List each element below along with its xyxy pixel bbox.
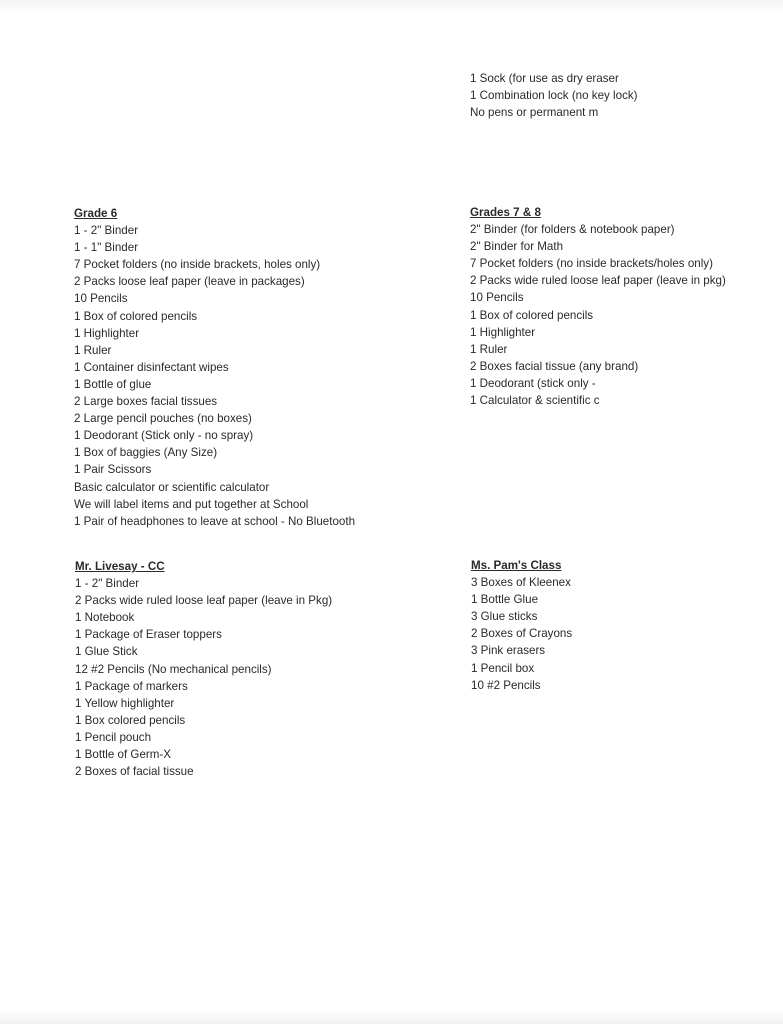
section-heading: Mr. Livesay - CC — [75, 560, 165, 573]
section-heading: Ms. Pam's Class — [471, 559, 562, 572]
list-item: 1 Package of Eraser toppers — [75, 628, 222, 642]
grade-6-section — [74, 205, 394, 530]
list-item: 2" Binder (for folders & notebook paper) — [470, 223, 675, 237]
list-item: 2 Boxes facial tissue (any brand) — [470, 359, 639, 373]
list-item: 1 Pencil pouch — [75, 730, 152, 744]
list-item: We will label items and put together at School — [74, 497, 309, 511]
list-item: 1 Combination lock (no key lock) — [470, 89, 638, 103]
list-item: 1 Pencil box — [471, 661, 535, 675]
list-item: 1 Pair Scissors — [74, 463, 152, 477]
list-item: 1 Deodorant (Stick only - no spray) — [74, 429, 254, 443]
list-item: 1 - 2" Binder — [75, 577, 140, 591]
supply-list-continued — [470, 70, 660, 121]
list-item: 1 Bottle Glue — [471, 593, 539, 607]
list-item: 1 Box of baggies (Any Size) — [74, 446, 218, 460]
list-item: 1 Yellow highlighter — [75, 696, 175, 710]
list-item: 1 Ruler — [74, 343, 112, 357]
section-heading: Grades 7 & 8 — [470, 206, 541, 219]
list-item: 1 Package of markers — [75, 679, 188, 693]
list-item: 10 #2 Pencils — [471, 678, 541, 692]
list-item: 3 Boxes of Kleenex — [471, 576, 571, 590]
list-item: 1 Bottle of glue — [74, 377, 152, 391]
list-item: 1 Box colored pencils — [75, 713, 186, 727]
list-item: 1 Box of colored pencils — [470, 308, 594, 322]
list-item: 1 Highlighter — [74, 326, 140, 340]
grades-7-8-section — [470, 204, 740, 409]
list-item: 10 Pencils — [74, 292, 128, 306]
list-item: 2 Packs loose leaf paper (leave in packages) — [74, 275, 305, 289]
list-item: 2 Packs wide ruled loose leaf paper (leave in Pkg) — [75, 594, 333, 608]
list-item: 2 Large boxes facial tissues — [74, 395, 218, 409]
list-item: 1 Box of colored pencils — [74, 309, 198, 323]
list-item: 1 Notebook — [75, 611, 135, 625]
list-item: 10 Pencils — [470, 291, 524, 305]
list-item: 1 Highlighter — [470, 325, 536, 339]
section-heading: Grade 6 — [74, 207, 118, 220]
list-item: 1 Ruler — [470, 342, 508, 356]
list-item: 3 Glue sticks — [471, 610, 538, 624]
list-item: 2" Binder for Math — [470, 240, 564, 254]
ms-pams-class-section — [471, 557, 671, 694]
list-item: 1 - 2" Binder — [74, 224, 139, 238]
list-item: 1 Calculator & scientific c — [470, 394, 600, 408]
list-item: 2 Large pencil pouches (no boxes) — [74, 412, 252, 426]
list-item: No pens or permanent m — [470, 106, 599, 120]
list-item: 2 Boxes of Crayons — [471, 627, 573, 641]
list-item: 1 Pair of headphones to leave at school - No Bluetooth — [74, 514, 356, 528]
list-item: 2 Boxes of facial tissue — [75, 765, 194, 779]
list-item: Basic calculator or scientific calculator — [74, 480, 270, 494]
list-item: 1 Sock (for use as dry eraser — [470, 72, 619, 85]
list-item: 7 Pocket folders (no inside brackets, holes only) — [74, 258, 321, 272]
list-item: 1 Deodorant (stick only - — [470, 376, 596, 390]
list-item: 7 Pocket folders (no inside brackets/holes only) — [470, 257, 713, 271]
list-item: 2 Packs wide ruled loose leaf paper (leave in pkg) — [470, 274, 726, 288]
list-item: 1 Glue Stick — [75, 645, 138, 659]
list-item: 3 Pink erasers — [471, 644, 546, 658]
list-item: 1 Bottle of Germ-X — [75, 748, 172, 762]
mr-livesay-cc-section — [75, 558, 395, 780]
list-item: 1 - 1" Binder — [74, 241, 139, 255]
list-item: 12 #2 Pencils (No mechanical pencils) — [75, 662, 272, 676]
list-item: 1 Container disinfectant wipes — [74, 360, 229, 374]
